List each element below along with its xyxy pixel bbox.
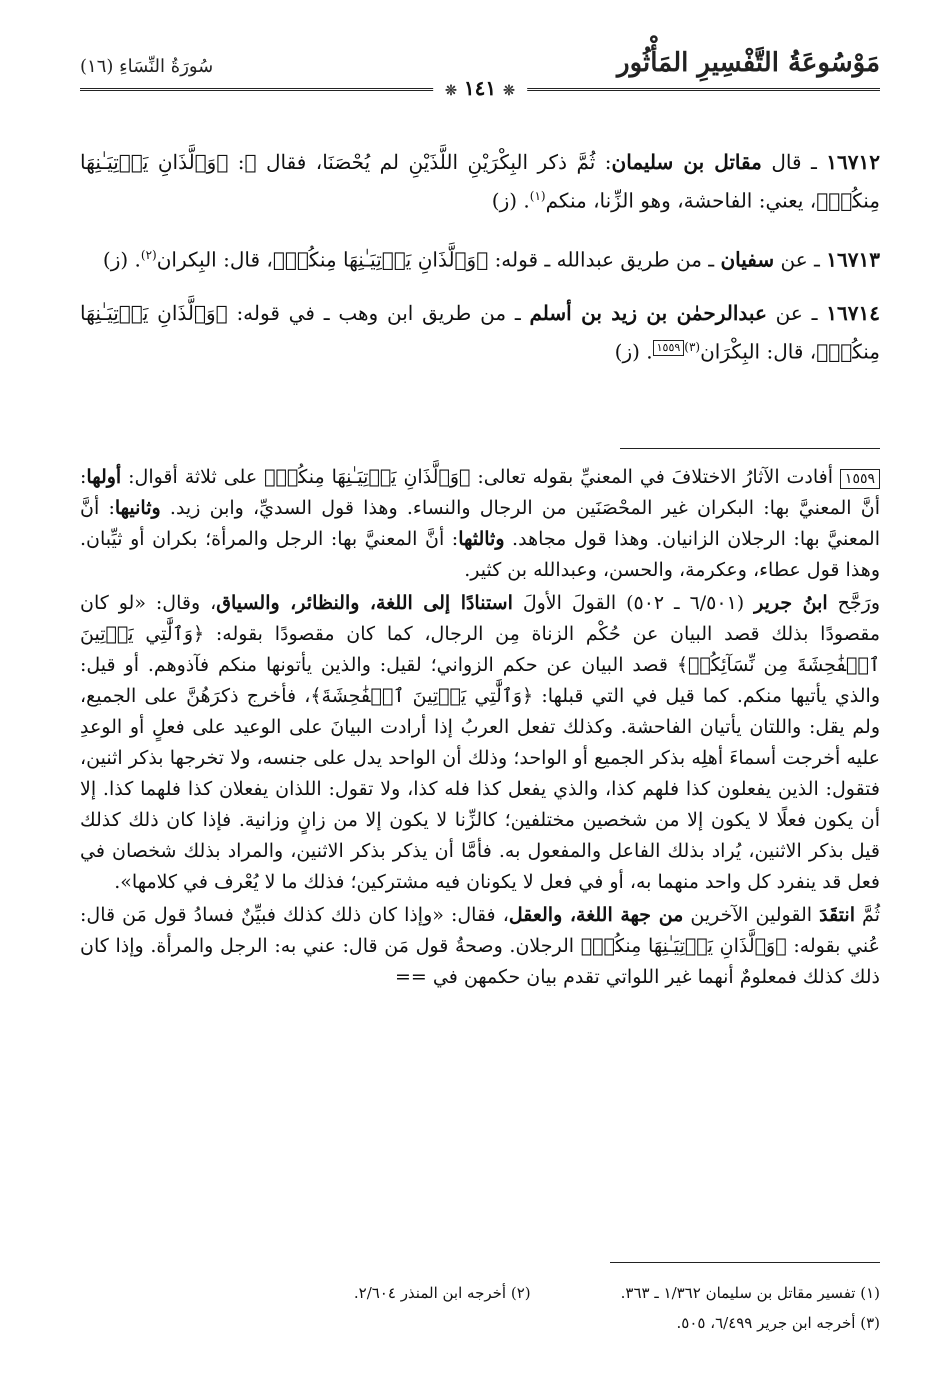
text: ثُمَّ xyxy=(855,904,880,926)
ornament-icon: ❊ xyxy=(503,83,515,99)
footnote-2: (٢) أخرجه ابن المنذر ٢/٦٠٤. xyxy=(353,1284,531,1302)
text: ، وقال: «لو كان مقصودًا بذلك قصد البيان عن حُكْم الزناة مِن الرجال، كما كان مقصودًا بقوله: ﴿وَٱلَّٰتِي يَأۡتِينَ ٱلۡفَٰحِشَةَ مِن نِّسَآئِكُمۡ﴾ قصد البيان عن حكم الزواني؛ لقيل: والذين يأتونها منكم فآذوهم. أو قيل: والذي يأتيها منكم. كما قيل في التي قبلها: ﴿وَٱلَّٰتِي يَأۡتِينَ ٱلۡفَٰحِشَةَ﴾، فأخرج ذكرَهُنَّ على الجميع، ولم يقل: واللتان يأتيان الفاحشة. وكذلك تفعل العربُ إذا أرادت البيانَ على الوعيد على فعلٍ أو الوعدِ عليه أخرجت أسماءَ أهلِه بذكر الجميع أو الواحد؛ وذلك أن الواحد يدل على جنسه، ولا تخرجها بذكر اثنين، فتقول: الذين يفعلون كذا فلهم كذا، والذي يفعل كذا فله كذا، ولا تقول: اللذان يفعلان كذا فلهما كذا. إلا أن يكون فعلًا لا يكون إلا من شخصين مختلفين؛ كالزِّنا لا يكون إلا من زانٍ وزانية. فإذا كان ذلك كذلك قيل بذكر الاثنين، يُراد بذلك الفاعل والمفعول به. فأمَّا أن يذكر بذكر الاثنين، والمراد بذلك شخصان في فعل قد ينفرد كل واحد منهما به، أو في فعل لا يكونان فيه مشتركين؛ فذلك ما لا يُعْرف في كلامها». xyxy=(80,592,880,893)
page-header xyxy=(80,40,880,100)
ornament-icon: ❊ xyxy=(445,83,457,99)
narrator-name: سفيان xyxy=(720,247,775,272)
entry-tail: . (ز) xyxy=(614,339,653,364)
entry-tail: . (ز) xyxy=(491,188,530,213)
entry xyxy=(80,238,880,277)
entry xyxy=(80,296,880,369)
entry-text: : ثُمَّ ذكر البِكْرَيْنِ اللَّذَيْنِ لم يُحْصَنَا، فقال ﷻ: ﴿وَٱلَّذَانِ يَأۡتِيَـٰنِهَا مِنكُمۡ﴾، يعني: الفاحشة، وهو الزِّنا، منكم xyxy=(80,150,880,213)
entry-pre: ـ عن xyxy=(766,301,827,326)
narrator-name: مقاتل بن سليمان xyxy=(611,150,762,174)
footnote-ref[interactable]: (١) xyxy=(529,189,546,203)
entry-pre: ـ عن xyxy=(774,247,827,272)
text: القولين الآخرين xyxy=(683,904,820,926)
footnote-row xyxy=(80,1278,880,1308)
footnote-ref[interactable]: (٣) xyxy=(684,340,701,355)
commentary-divider xyxy=(620,448,880,449)
narration-entries xyxy=(80,125,880,375)
page-number-text: ١٤١ xyxy=(463,76,497,100)
text: ، فقال: «وإذا كان ذلك كذلك فبيِّنٌ فسادُ قول مَن قال: عُني بقوله: ﴿وَٱلَّذَانِ يَأۡتِيَـٰنِهَا مِنكُمۡ﴾ الرجلان. وصحةُ قول مَن قال: عني به: الرجل والمرأة. وإذا كان ذلك كذلك فمعلومٌ أنهما غير اللواتي تقدم بيان حكمهن في == xyxy=(80,904,880,988)
bold-text: انتقَدَ xyxy=(819,904,855,926)
text: : أنَّ المعنيَّ بها: البكران غير المحْصَنَين من الرجال والنساء. وهذا قول السديِّ، وابن زيد. xyxy=(80,466,880,519)
footnote-1: (١) تفسير مقاتل بن سليمان ١/٣٦٢ ـ ٣٦٣. xyxy=(620,1284,880,1302)
commentary xyxy=(80,462,880,995)
text: : أنَّ المعنيَّ بها: الرجلان الزانيان. وهذا قول مجاهد. xyxy=(80,497,880,550)
footnote-ref[interactable]: (٢) xyxy=(140,247,157,262)
entry-number: ١٦٧١٤ xyxy=(826,301,880,326)
entry xyxy=(80,145,880,218)
entry-pre: ـ قال xyxy=(761,150,827,174)
footnote-divider xyxy=(610,1262,880,1263)
footnote-3: (٣) أخرجه ابن جرير ٦/٤٩٩، ٥٠٥. xyxy=(676,1314,880,1332)
commentary-paragraph xyxy=(80,900,880,993)
bold-text: استنادًا إلى اللغة، والنظائر، والسياق xyxy=(216,592,513,614)
bold-text: من جهة اللغة، والعقل xyxy=(508,904,684,926)
book-title: مَوْسُوعَةُ التَّفْسِيرِ المَأْثُور xyxy=(617,48,880,78)
entry-text: ـ من طريق عبدالله ـ قوله: ﴿وَٱلَّذَانِ يَأۡتِيَـٰنِهَا مِنكُمۡ﴾، قال: البِكران xyxy=(156,247,721,272)
page xyxy=(80,40,881,1332)
text: : أنَّ المعنيَّ بها: الرجل والمرأة؛ بكران أو ثيِّبان. وهذا قول عطاء، وعكرمة، والحسن، وعبدالله بن كثير. xyxy=(80,528,880,581)
bold-text: وثانيها xyxy=(114,497,161,519)
commentary-paragraph xyxy=(80,462,880,586)
footnotes xyxy=(80,1278,880,1338)
text: (٦/٥٠١ ـ ٥٠٢) القولَ الأولَ xyxy=(512,592,755,614)
bold-text: ابنُ جرير xyxy=(754,592,828,614)
text: أفادت الآثارُ الاختلافَ في المعنيِّ بقوله تعالى: ﴿وَٱلَّذَانِ يَأۡتِيَـٰنِهَا مِنكُمۡ﴾ على ثلاثة أقوال: xyxy=(121,466,840,488)
commentary-box-ref[interactable]: ١٥٥٩ xyxy=(653,340,685,356)
text: ورَجَّح xyxy=(827,592,880,614)
footnote-row xyxy=(80,1308,880,1338)
commentary-paragraph xyxy=(80,588,880,898)
entry-number: ١٦٧١٢ xyxy=(826,150,881,174)
entry-number: ١٦٧١٣ xyxy=(826,247,880,272)
surah-title: سُورَةُ النِّسَاءِ (١٦) xyxy=(80,56,214,77)
bold-text: وثالثها xyxy=(458,528,505,550)
entry-text: ـ من طريق ابن وهب ـ في قوله: ﴿وَٱلَّذَانِ يَأۡتِيَـٰنِهَا مِنكُمۡ﴾، قال: البِكْرَان xyxy=(80,301,880,364)
entry-tail: . (ز) xyxy=(102,247,141,272)
commentary-box-number: ١٥٥٩ xyxy=(840,469,880,489)
page-number xyxy=(433,76,527,100)
bold-text: أولها xyxy=(86,466,122,488)
narrator-name: عبدالرحمٰن بن زيد بن أسلم xyxy=(529,301,767,326)
